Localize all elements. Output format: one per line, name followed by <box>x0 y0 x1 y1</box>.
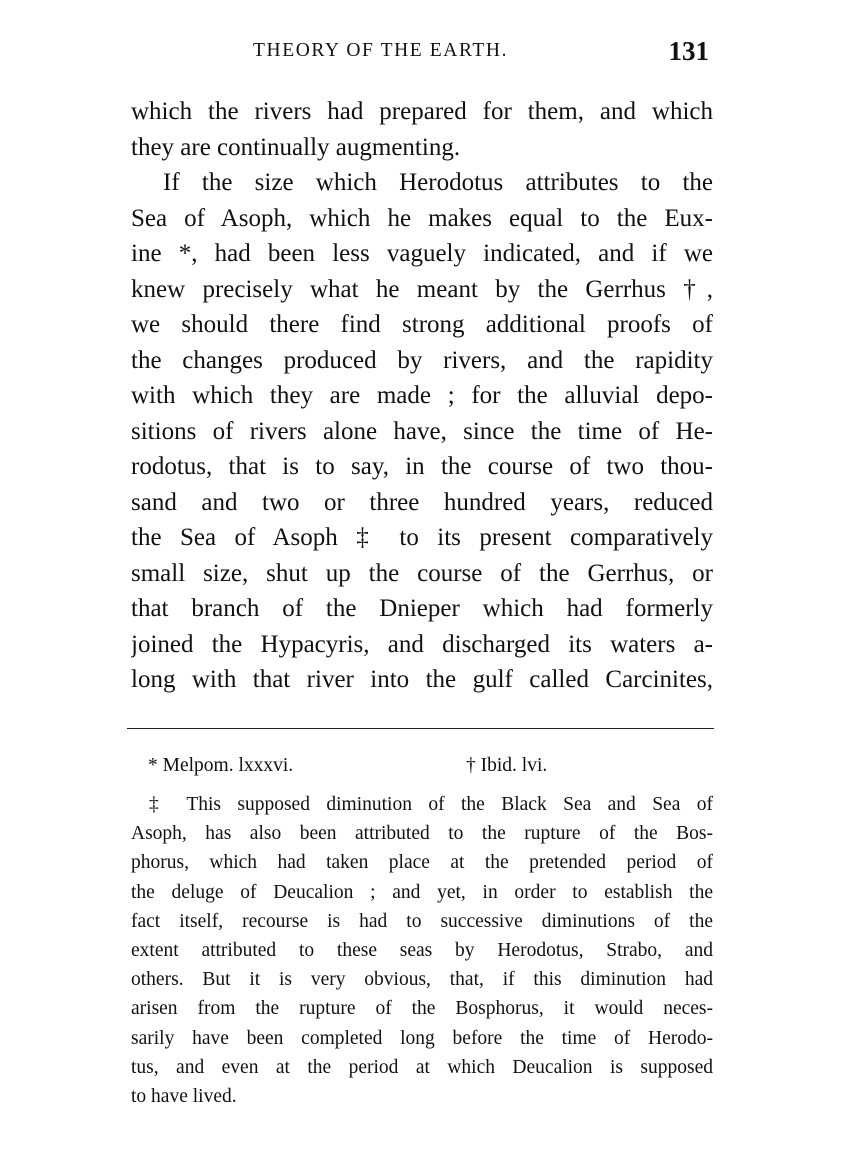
page-number: 131 <box>668 36 709 66</box>
footnote-line: phorus, which had taken place at the pretended period of <box>131 852 713 874</box>
body-line: they are continually augmenting. <box>131 133 461 161</box>
footnote-ddagger <box>131 790 713 1111</box>
footnote-dagger: † Ibid. lvi. <box>466 755 548 776</box>
footnote-line: tus, and even at the period at which Deucalion is supposed <box>131 1056 713 1078</box>
footnote-line: extent attributed to these seas by Herodotus, Strabo, and <box>131 939 713 961</box>
body-line: the changes produced by rivers, and the rapidity <box>131 346 713 374</box>
footnote-line: Asoph, has also been attributed to the rupture of the Bos- <box>131 823 713 845</box>
body-line: the Sea of Asoph ‡ to its present comparatively <box>131 524 713 551</box>
footnote-row <box>148 755 708 781</box>
footnote-line: to have lived. <box>131 1085 237 1107</box>
body-line: sitions of rivers alone have, since the time of He- <box>131 417 713 445</box>
body-line: sand and two or three hundred years, reduced <box>131 488 713 516</box>
running-head <box>131 36 711 70</box>
running-title: THEORY OF THE EARTH. <box>253 40 509 61</box>
body-line: Sea of Asoph, which he makes equal to the Eux- <box>131 204 713 232</box>
body-line: If the size which Herodotus attributes to the <box>163 169 713 196</box>
body-line: that branch of the Dnieper which had formerly <box>131 595 713 622</box>
body-line: long with that river into the gulf called Carcinites, <box>131 666 713 693</box>
footnote-line: fact itself, recourse is had to successive diminutions of the <box>131 910 713 932</box>
body-text <box>131 94 713 698</box>
footnote-line: sarily have been completed long before the time of Herodo- <box>131 1027 713 1049</box>
body-line: with which they are made ; for the alluvial depo- <box>131 382 713 409</box>
body-line: knew precisely what he meant by the Gerrhus †, <box>131 275 713 303</box>
footnote-line: ‡ This supposed diminution of the Black Sea and Sea of <box>149 794 713 815</box>
footnote-line: the deluge of Deucalion ; and yet, in order to establish the <box>131 881 713 903</box>
body-line: rodotus, that is to say, in the course of two thou- <box>131 453 713 480</box>
body-line: joined the Hypacyris, and discharged its waters a- <box>131 630 713 658</box>
footnote-star: * Melpom. lxxxvi. <box>148 755 294 776</box>
body-line: which the rivers had prepared for them, and which <box>131 98 713 125</box>
body-line: small size, shut up the course of the Gerrhus, or <box>131 559 713 587</box>
body-line: ine *, had been less vaguely indicated, and if we <box>131 240 713 267</box>
footnote-line: arisen from the rupture of the Bosphorus, it would neces- <box>131 998 713 1020</box>
body-line: we should there find strong additional proofs of <box>131 311 713 338</box>
footnote-divider <box>127 728 714 729</box>
footnote-line: others. But it is very obvious, that, if this diminution had <box>131 969 713 991</box>
